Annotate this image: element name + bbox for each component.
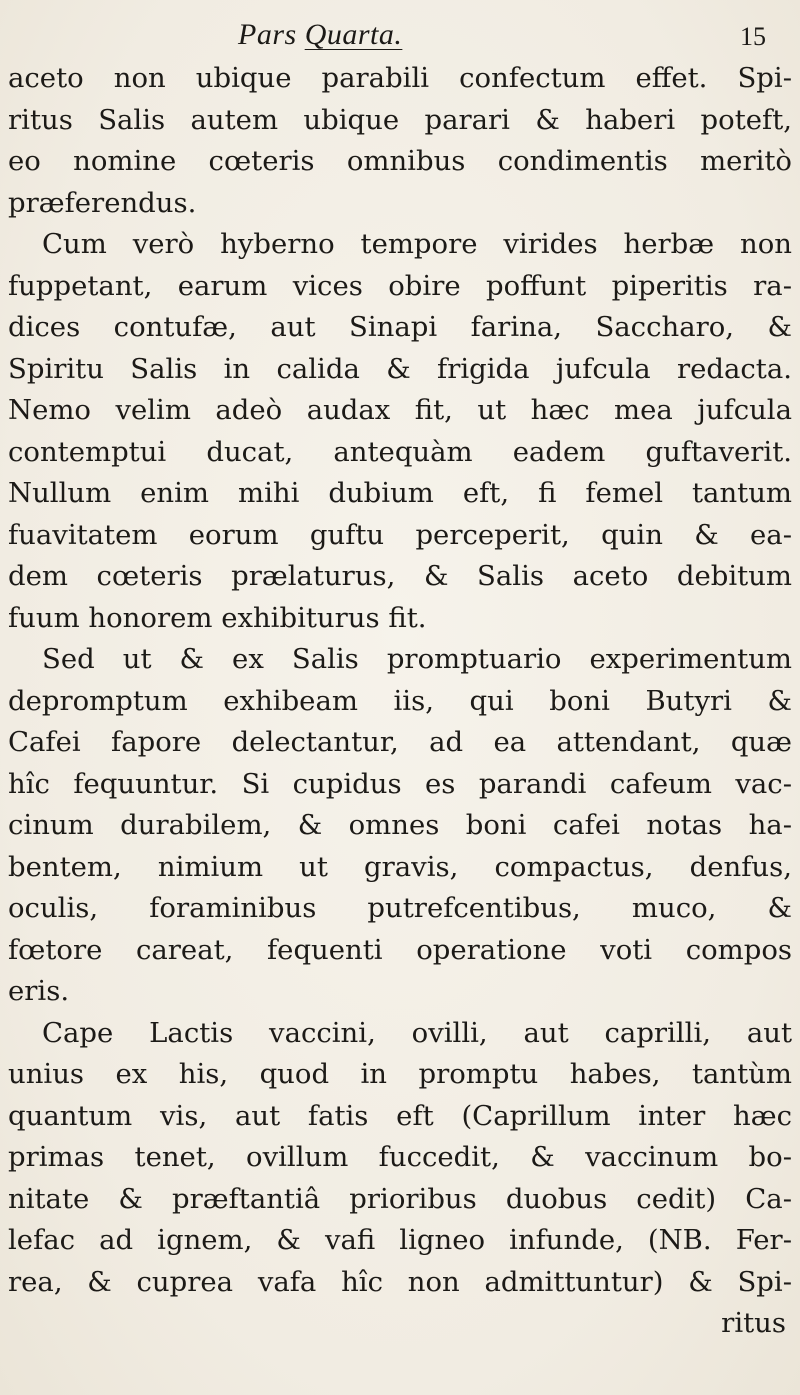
running-header <box>0 14 800 54</box>
text-line: contemptui ducat, antequàm eadem guftaverit. <box>8 435 792 468</box>
text-line: Cum verò hyberno tempore virides herbæ non <box>42 228 792 260</box>
text-line: bentem, nimium ut gravis, compactus, denfus, <box>8 850 792 883</box>
text-line: fuppetant, earum vices obire poffunt piperitis ra- <box>8 269 792 302</box>
text-line: oculis, foraminibus putrefcentibus, muco, & <box>8 892 792 924</box>
text-line: unius ex his, quod in promptu habes, tantùm <box>8 1058 792 1090</box>
title-prefix: Pars <box>238 18 297 51</box>
text-line: ritus Salis autem ubique parari & haberi poteft, <box>8 103 792 136</box>
text-line: hîc fequuntur. Si cupidus es parandi cafeum vac- <box>8 767 792 800</box>
body-text <box>8 58 792 1345</box>
text-line: quantum vis, aut fatis eft (Caprillum inter hæc <box>8 1099 792 1132</box>
text-line: rea, & cuprea vafa hîc non admittuntur) & Spi- <box>8 1265 792 1298</box>
catchword: ritus <box>721 1307 786 1339</box>
text-line: eris. <box>8 975 70 1007</box>
text-line: fuum honorem exhibiturus fit. <box>8 601 427 634</box>
text-line: nitate & præftantiâ prioribus duobus cedit) Ca- <box>8 1182 792 1215</box>
text-line: fœtore careat, fequenti operatione voti compos <box>8 933 792 966</box>
running-title <box>238 18 402 52</box>
title-word: Quarta. <box>304 18 403 51</box>
text-line: præferendus. <box>8 186 197 219</box>
text-line: Nullum enim mihi dubium eft, fi femel tantum <box>8 477 792 509</box>
text-line: Sed ut & ex Salis promptuario experimentum <box>42 643 792 675</box>
text-line: Cafei fapore delectantur, ad ea attendant, quæ <box>8 726 792 758</box>
text-line: primas tenet, ovillum fuccedit, & vaccinum bo- <box>8 1141 792 1173</box>
text-line: dices contufæ, aut Sinapi farina, Saccharo, & <box>8 311 792 343</box>
page-number: 15 <box>740 22 766 51</box>
text-line: depromptum exhibeam iis, qui boni Butyri & <box>8 684 792 717</box>
text-line: Cape Lactis vaccini, ovilli, aut caprilli, aut <box>42 1016 792 1049</box>
text-line: eo nomine cœteris omnibus condimentis meritò <box>8 145 792 177</box>
text-line: Nemo velim adeò audax fit, ut hæc mea jufcula <box>8 394 792 426</box>
text-line: lefac ad ignem, & vafi ligneo infunde, (NB. Fer- <box>8 1224 792 1256</box>
text-line: aceto non ubique parabili confectum effet. Spi- <box>8 62 792 94</box>
text-line: fuavitatem eorum guftu perceperit, quin & ea- <box>8 518 792 551</box>
text-line: cinum durabilem, & omnes boni cafei notas ha- <box>8 809 792 841</box>
text-line: Spiritu Salis in calida & frigida jufcula redacta. <box>8 352 792 385</box>
text-line: dem cœteris prælaturus, & Salis aceto debitum <box>8 560 792 592</box>
